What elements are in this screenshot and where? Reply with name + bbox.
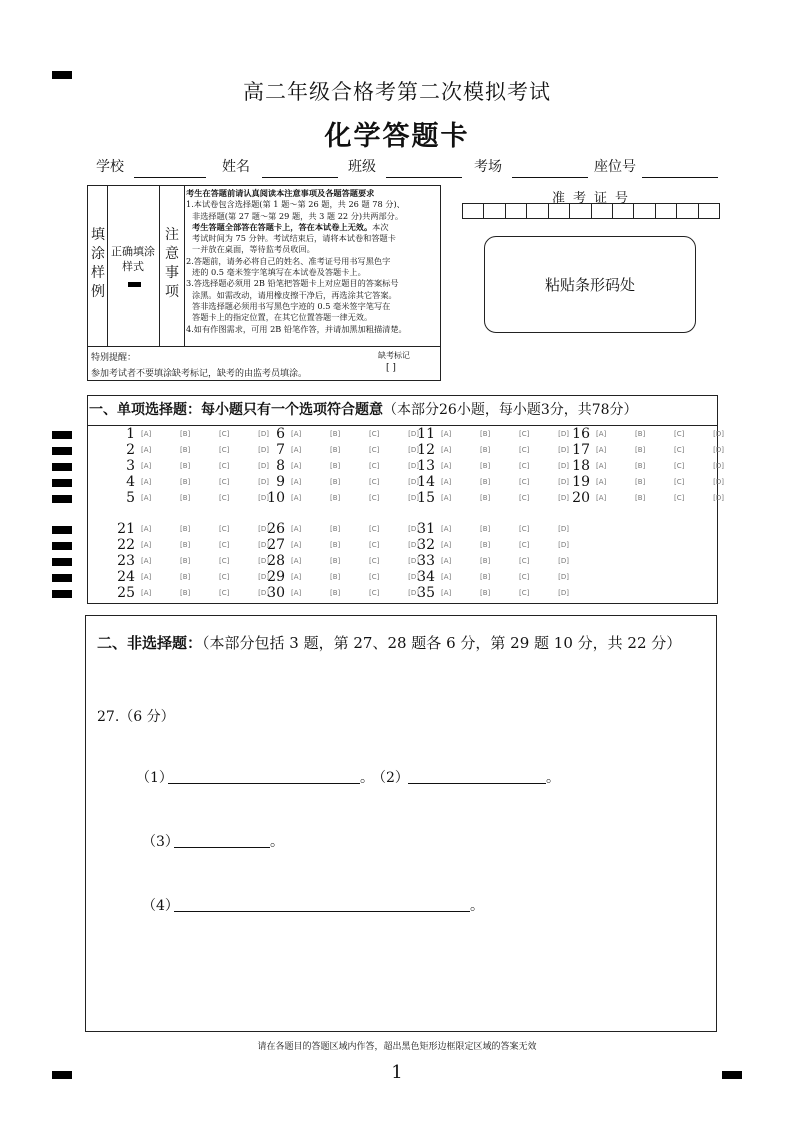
answer-bubble[interactable]: [D]	[258, 589, 269, 597]
answer-bubble[interactable]: [C]	[519, 557, 530, 565]
answer-bubble[interactable]: [C]	[674, 494, 685, 502]
answer-bubble[interactable]: [C]	[519, 446, 530, 454]
answer-bubble[interactable]: [D]	[558, 589, 569, 597]
answer-bubble[interactable]: [B]	[330, 557, 341, 565]
question-number: 13	[417, 458, 435, 474]
answer-bubble[interactable]: [B]	[330, 525, 341, 533]
answer-bubble[interactable]: [B]	[330, 589, 341, 597]
card-title: 化学答题卡	[324, 121, 470, 152]
answer-bubble[interactable]: [B]	[180, 525, 191, 533]
answer-bubble[interactable]: [D]	[258, 462, 269, 470]
answer-bubble[interactable]: [A]	[441, 494, 452, 502]
answer-options	[441, 557, 569, 565]
question-number: 19	[572, 474, 590, 490]
question-number: 5	[126, 490, 135, 506]
answer-bubble[interactable]: [A]	[441, 573, 452, 581]
answer-bubble[interactable]: [A]	[441, 541, 452, 549]
question-number: 34	[417, 569, 435, 585]
answer-options	[291, 541, 419, 549]
answer-bubble[interactable]: [C]	[369, 541, 380, 549]
exam-number-digit-box[interactable]	[549, 204, 570, 218]
answer-bubble[interactable]: [B]	[180, 430, 191, 438]
answer-bubble[interactable]: [C]	[369, 525, 380, 533]
answer-bubble[interactable]: [B]	[635, 430, 646, 438]
answer-bubble[interactable]: [A]	[291, 446, 302, 454]
answer-bubble[interactable]: [B]	[180, 462, 191, 470]
answer-bubble[interactable]: [C]	[369, 446, 380, 454]
answer-bubble[interactable]: [D]	[408, 525, 419, 533]
exam-number-boxes[interactable]	[462, 203, 720, 219]
answer-bubble[interactable]: [D]	[258, 573, 269, 581]
section-free-response	[85, 615, 717, 1032]
question-number: 26	[267, 521, 285, 537]
answer-bubble[interactable]: [A]	[291, 430, 302, 438]
question-number: 23	[117, 553, 135, 569]
question-number: 1	[126, 426, 135, 442]
timing-mark-3	[52, 463, 72, 471]
question-number: 12	[417, 442, 435, 458]
answer-options	[141, 494, 269, 502]
correct-style-label: 正确填涂 样式	[111, 245, 155, 273]
period-1: 。	[360, 770, 374, 786]
answer-options	[291, 446, 419, 454]
answer-bubble[interactable]: [B]	[480, 557, 491, 565]
answer-options	[441, 478, 569, 486]
answer-bubble[interactable]: [A]	[291, 541, 302, 549]
field-label-class: 班级	[348, 159, 376, 175]
answer-bubble[interactable]: [A]	[141, 494, 152, 502]
answer-options	[596, 494, 724, 502]
answer-options	[441, 573, 569, 581]
absent-note: 参加考试者不要填涂缺考标记，缺考的由监考员填涂。	[91, 369, 308, 379]
answer-bubble[interactable]: [A]	[596, 478, 607, 486]
answer-options	[441, 541, 569, 549]
answer-options	[596, 430, 724, 438]
notes-text: 考生在答题前请认真阅读本注意事项及各题答题要求 1.本试卷包含选择题(第 1 题～第 26 题，共 26 题 78 分)、 非选择题(第 27 题～第 29 题，共 3 题 22 分)共两部分。 考生答题全部答在答题卡上，答在本试卷上无效。本次 考试时间为 75 分钟。考试结束后，请将本试卷和答题卡 一并放在桌面，等待监考员收回。 2.答题前，请务必将自己的姓名、准考证号用书写黑色字 迹的 0.5 毫米签字笔填写在本试卷及答题卡上。 3.答选择题必须用 2B 铅笔把答题卡上对应题目的答案标号 涂黑。如需改动，请用橡皮擦干净后，再选涂其它答案。 答非选择题必须用书写黑色字迹的 0.5 毫米签字笔写在 答题卡上的指定位置，在其它位置答题一律无效。 4.如有作图需求，可用 2B 铅笔作答，并请加黑加粗描清楚。	[186, 188, 438, 335]
answer-bubble[interactable]: [C]	[219, 478, 230, 486]
answer-bubble[interactable]: [B]	[180, 573, 191, 581]
answer-bubble[interactable]: [D]	[258, 446, 269, 454]
answer-bubble[interactable]: [A]	[441, 446, 452, 454]
answer-bubble[interactable]: [D]	[558, 525, 569, 533]
answer-bubble[interactable]: [A]	[141, 525, 152, 533]
answer-bubble[interactable]: [C]	[519, 462, 530, 470]
answer-bubble[interactable]: [B]	[635, 462, 646, 470]
answer-options	[441, 430, 569, 438]
answer-bubble[interactable]: [A]	[441, 478, 452, 486]
answer-bubble[interactable]: [B]	[330, 573, 341, 581]
exam-number-digit-box[interactable]	[634, 204, 655, 218]
answer-bubble[interactable]: [B]	[480, 494, 491, 502]
field-label-name: 姓名	[222, 159, 250, 175]
field-label-seat: 座位号	[594, 159, 636, 175]
page-number: 1	[391, 1062, 403, 1083]
answer-options	[291, 462, 419, 470]
answer-bubble[interactable]: [D]	[558, 462, 569, 470]
answer-bubble[interactable]: [C]	[674, 478, 685, 486]
question-number: 7	[276, 442, 285, 458]
timing-mark-2	[52, 447, 72, 455]
question-number: 31	[417, 521, 435, 537]
absent-mark-box[interactable]: [ ]	[386, 363, 396, 373]
class-blank[interactable]	[386, 177, 462, 178]
answer-bubble[interactable]: [C]	[519, 430, 530, 438]
sub-question-1-label: （1）	[136, 770, 173, 786]
answer-options	[596, 478, 724, 486]
answer-blank-1[interactable]	[168, 783, 360, 784]
answer-bubble[interactable]: [C]	[219, 541, 230, 549]
question-number: 24	[117, 569, 135, 585]
answer-bubble[interactable]: [D]	[258, 541, 269, 549]
answer-bubble[interactable]: [C]	[219, 446, 230, 454]
answer-options	[141, 541, 269, 549]
answer-bubble[interactable]: [A]	[141, 573, 152, 581]
question-number: 4	[126, 474, 135, 490]
question-number: 6	[276, 426, 285, 442]
answer-bubble[interactable]: [C]	[219, 494, 230, 502]
question-number: 17	[572, 442, 590, 458]
answer-options	[291, 589, 419, 597]
question-number: 14	[417, 474, 435, 490]
answer-bubble[interactable]: [B]	[330, 478, 341, 486]
answer-bubble[interactable]: [D]	[558, 573, 569, 581]
answer-bubble[interactable]: [D]	[408, 430, 419, 438]
answer-bubble[interactable]: [C]	[369, 589, 380, 597]
question-number: 10	[267, 490, 285, 506]
special-reminder: 特别提醒：	[91, 353, 137, 363]
answer-options	[291, 430, 419, 438]
answer-bubble[interactable]: [C]	[369, 494, 380, 502]
answer-bubble[interactable]: [C]	[219, 462, 230, 470]
answer-bubble[interactable]: [A]	[291, 478, 302, 486]
barcode-label: 粘贴条形码处	[544, 276, 635, 294]
answer-bubble[interactable]: [B]	[330, 494, 341, 502]
answer-bubble[interactable]: [D]	[558, 446, 569, 454]
period-2: 。	[546, 770, 560, 786]
exam-number-label: 准考证号	[552, 191, 637, 206]
answer-bubble[interactable]: [C]	[219, 589, 230, 597]
answer-bubble[interactable]: [D]	[408, 589, 419, 597]
timing-mark-5	[52, 495, 72, 503]
answer-bubble[interactable]: [A]	[141, 430, 152, 438]
question-number: 27	[267, 537, 285, 553]
answer-bubble[interactable]: [A]	[596, 462, 607, 470]
answer-options	[141, 478, 269, 486]
answer-bubble[interactable]: [D]	[408, 462, 419, 470]
question-number: 20	[572, 490, 590, 506]
answer-options	[141, 525, 269, 533]
answer-bubble[interactable]: [A]	[596, 446, 607, 454]
answer-bubble[interactable]: [C]	[674, 430, 685, 438]
answer-bubble[interactable]: [C]	[369, 430, 380, 438]
period-3: 。	[270, 834, 284, 850]
answer-blank-4[interactable]	[174, 911, 470, 912]
answer-bubble[interactable]: [D]	[258, 525, 269, 533]
answer-bubble[interactable]: [D]	[713, 478, 724, 486]
answer-bubble[interactable]: [C]	[674, 446, 685, 454]
answer-bubble[interactable]: [B]	[480, 430, 491, 438]
answer-bubble[interactable]: [C]	[219, 557, 230, 565]
question-number: 35	[417, 585, 435, 601]
question-number: 16	[572, 426, 590, 442]
answer-bubble[interactable]: [C]	[219, 573, 230, 581]
answer-bubble[interactable]: [C]	[519, 541, 530, 549]
answer-bubble[interactable]: [C]	[219, 430, 230, 438]
answer-bubble[interactable]: [D]	[713, 462, 724, 470]
answer-bubble[interactable]: [B]	[180, 446, 191, 454]
answer-bubble[interactable]: [A]	[291, 462, 302, 470]
sub-question-4-label: （4）	[142, 898, 179, 914]
student-info-row	[96, 156, 736, 182]
answer-bubble[interactable]: [A]	[141, 478, 152, 486]
answer-options	[441, 525, 569, 533]
question-number: 3	[126, 458, 135, 474]
exam-title: 高二年级合格考第二次模拟考试	[243, 80, 551, 104]
section1-title: 一、单项选择题：每小题只有一个选项符合题意（本部分26小题，每小题3分，共78分）	[89, 402, 638, 418]
field-label-school: 学校	[96, 159, 124, 175]
answer-bubble[interactable]: [B]	[635, 478, 646, 486]
sub-question-3-label: （3）	[142, 834, 179, 850]
answer-bubble[interactable]: [A]	[291, 589, 302, 597]
footer-note: 请在各题目的答题区域内作答，超出黑色矩形边框限定区域的答案无效	[257, 1042, 537, 1052]
fill-example-label: 填 涂 样 例	[91, 227, 105, 300]
answer-bubble[interactable]: [D]	[558, 557, 569, 565]
answer-options	[291, 573, 419, 581]
answer-bubble[interactable]: [B]	[480, 573, 491, 581]
question-number: 8	[276, 458, 285, 474]
answer-options	[291, 525, 419, 533]
notes-heading: 考生在答题前请认真阅读本注意事项及各题答题要求	[186, 188, 375, 198]
timing-mark-4	[52, 479, 72, 487]
answer-bubble[interactable]: [D]	[258, 478, 269, 486]
exam-number-digit-box[interactable]	[570, 204, 591, 218]
question-number: 28	[267, 553, 285, 569]
answer-bubble[interactable]: [C]	[519, 589, 530, 597]
answer-bubble[interactable]: [A]	[291, 494, 302, 502]
answer-bubble[interactable]: [A]	[141, 541, 152, 549]
answer-bubble[interactable]: [A]	[441, 430, 452, 438]
question-number: 11	[417, 426, 435, 442]
answer-bubble[interactable]: [B]	[480, 541, 491, 549]
period-4: 。	[470, 898, 484, 914]
exam-number-digit-box[interactable]	[527, 204, 548, 218]
question-27-label: 27.（6 分）	[97, 709, 175, 725]
answer-bubble[interactable]: [B]	[180, 589, 191, 597]
question-number: 21	[117, 521, 135, 537]
timing-mark-9	[52, 574, 72, 582]
answer-bubble[interactable]: [A]	[441, 589, 452, 597]
answer-bubble[interactable]: [C]	[369, 462, 380, 470]
answer-bubble[interactable]: [B]	[635, 494, 646, 502]
exam-number-digit-box[interactable]	[484, 204, 505, 218]
question-number: 9	[276, 474, 285, 490]
answer-bubble[interactable]: [A]	[141, 557, 152, 565]
answer-bubble[interactable]: [D]	[713, 430, 724, 438]
answer-bubble[interactable]: [B]	[480, 589, 491, 597]
answer-bubble[interactable]: [D]	[558, 430, 569, 438]
question-number: 30	[267, 585, 285, 601]
answer-bubble[interactable]: [A]	[441, 557, 452, 565]
answer-bubble[interactable]: [B]	[330, 446, 341, 454]
question-number: 29	[267, 569, 285, 585]
instructions-box	[87, 185, 441, 381]
answer-bubble[interactable]: [B]	[635, 446, 646, 454]
answer-options	[441, 446, 569, 454]
answer-bubble[interactable]: [B]	[180, 478, 191, 486]
answer-bubble[interactable]: [D]	[408, 446, 419, 454]
timing-mark-7	[52, 542, 72, 550]
answer-options	[141, 462, 269, 470]
question-number: 18	[572, 458, 590, 474]
field-label-room: 考场	[474, 159, 502, 175]
answer-bubble[interactable]: [C]	[519, 494, 530, 502]
seat-blank[interactable]	[642, 177, 718, 178]
answer-options	[141, 573, 269, 581]
answer-bubble[interactable]: [D]	[408, 557, 419, 565]
answer-blank-3[interactable]	[174, 847, 270, 848]
answer-bubble[interactable]: [A]	[596, 430, 607, 438]
exam-number-digit-box[interactable]	[463, 204, 484, 218]
answer-bubble[interactable]: [D]	[258, 494, 269, 502]
answer-options	[141, 557, 269, 565]
exam-number-digit-box[interactable]	[506, 204, 527, 218]
answer-options	[141, 589, 269, 597]
answer-bubble[interactable]: [D]	[408, 573, 419, 581]
answer-bubble[interactable]: [C]	[369, 573, 380, 581]
question-number: 22	[117, 537, 135, 553]
correct-fill-sample	[128, 282, 141, 287]
answer-options	[441, 462, 569, 470]
answer-bubble[interactable]: [C]	[519, 478, 530, 486]
answer-bubble[interactable]: [A]	[291, 557, 302, 565]
answer-bubble[interactable]: [A]	[441, 462, 452, 470]
answer-options	[291, 494, 419, 502]
exam-number-digit-box[interactable]	[592, 204, 613, 218]
answer-bubble[interactable]: [C]	[519, 573, 530, 581]
notice-label: 注 意 事 项	[165, 227, 179, 300]
question-number: 32	[417, 537, 435, 553]
answer-bubble[interactable]: [B]	[480, 446, 491, 454]
question-number: 33	[417, 553, 435, 569]
answer-bubble[interactable]: [D]	[408, 478, 419, 486]
timing-mark-10	[52, 590, 72, 598]
answer-bubble[interactable]: [C]	[369, 557, 380, 565]
answer-bubble[interactable]: [D]	[258, 557, 269, 565]
answer-bubble[interactable]: [B]	[180, 541, 191, 549]
answer-bubble[interactable]: [C]	[219, 525, 230, 533]
question-number: 2	[126, 442, 135, 458]
answer-bubble[interactable]: [A]	[141, 462, 152, 470]
answer-bubble[interactable]: [C]	[674, 462, 685, 470]
answer-options	[596, 462, 724, 470]
answer-bubble[interactable]: [C]	[519, 525, 530, 533]
answer-bubble[interactable]: [B]	[180, 494, 191, 502]
answer-bubble[interactable]: [A]	[596, 494, 607, 502]
answer-bubble[interactable]: [B]	[330, 462, 341, 470]
answer-bubble[interactable]: [A]	[291, 525, 302, 533]
answer-bubble[interactable]: [A]	[141, 589, 152, 597]
answer-bubble[interactable]: [D]	[258, 430, 269, 438]
answer-blank-2[interactable]	[408, 783, 546, 784]
exam-number-digit-box[interactable]	[699, 204, 719, 218]
answer-options	[441, 589, 569, 597]
answer-bubble[interactable]: [B]	[180, 557, 191, 565]
section2-title: 二、非选择题：（本部分包括 3 题，第 27、28 题各 6 分，第 29 题 10 分，共 22 分）	[97, 634, 682, 652]
answer-bubble[interactable]: [D]	[408, 494, 419, 502]
answer-bubble[interactable]: [D]	[558, 478, 569, 486]
answer-options	[141, 446, 269, 454]
name-blank[interactable]	[262, 177, 338, 178]
timing-mark-8	[52, 558, 72, 566]
answer-bubble[interactable]: [D]	[713, 446, 724, 454]
sub-question-2-label: （2）	[372, 770, 409, 786]
answer-bubble[interactable]: [B]	[480, 525, 491, 533]
timing-mark-1	[52, 431, 72, 439]
answer-bubble[interactable]: [A]	[291, 573, 302, 581]
answer-bubble[interactable]: [A]	[141, 446, 152, 454]
absent-mark-label: 缺考标记	[378, 351, 410, 360]
answer-bubble[interactable]: [B]	[480, 462, 491, 470]
answer-bubble[interactable]: [D]	[558, 494, 569, 502]
answer-bubble[interactable]: [B]	[330, 541, 341, 549]
room-blank[interactable]	[512, 177, 588, 178]
answer-bubble[interactable]: [D]	[713, 494, 724, 502]
answer-bubble[interactable]: [B]	[480, 478, 491, 486]
exam-number-digit-box[interactable]	[613, 204, 634, 218]
school-blank[interactable]	[134, 177, 206, 178]
answer-bubble[interactable]: [C]	[369, 478, 380, 486]
answer-bubble[interactable]: [B]	[330, 430, 341, 438]
exam-number-digit-box[interactable]	[656, 204, 677, 218]
exam-number-digit-box[interactable]	[677, 204, 698, 218]
answer-options	[441, 494, 569, 502]
question-number: 15	[417, 490, 435, 506]
answer-bubble[interactable]: [A]	[441, 525, 452, 533]
answer-bubble[interactable]: [D]	[558, 541, 569, 549]
answer-options	[596, 446, 724, 454]
answer-options	[291, 478, 419, 486]
section-multiple-choice	[87, 395, 724, 604]
answer-bubble[interactable]: [D]	[408, 541, 419, 549]
barcode-area	[484, 236, 696, 333]
timing-mark-6	[52, 526, 72, 534]
answer-options	[141, 430, 269, 438]
answer-options	[291, 557, 419, 565]
question-number: 25	[117, 585, 135, 601]
